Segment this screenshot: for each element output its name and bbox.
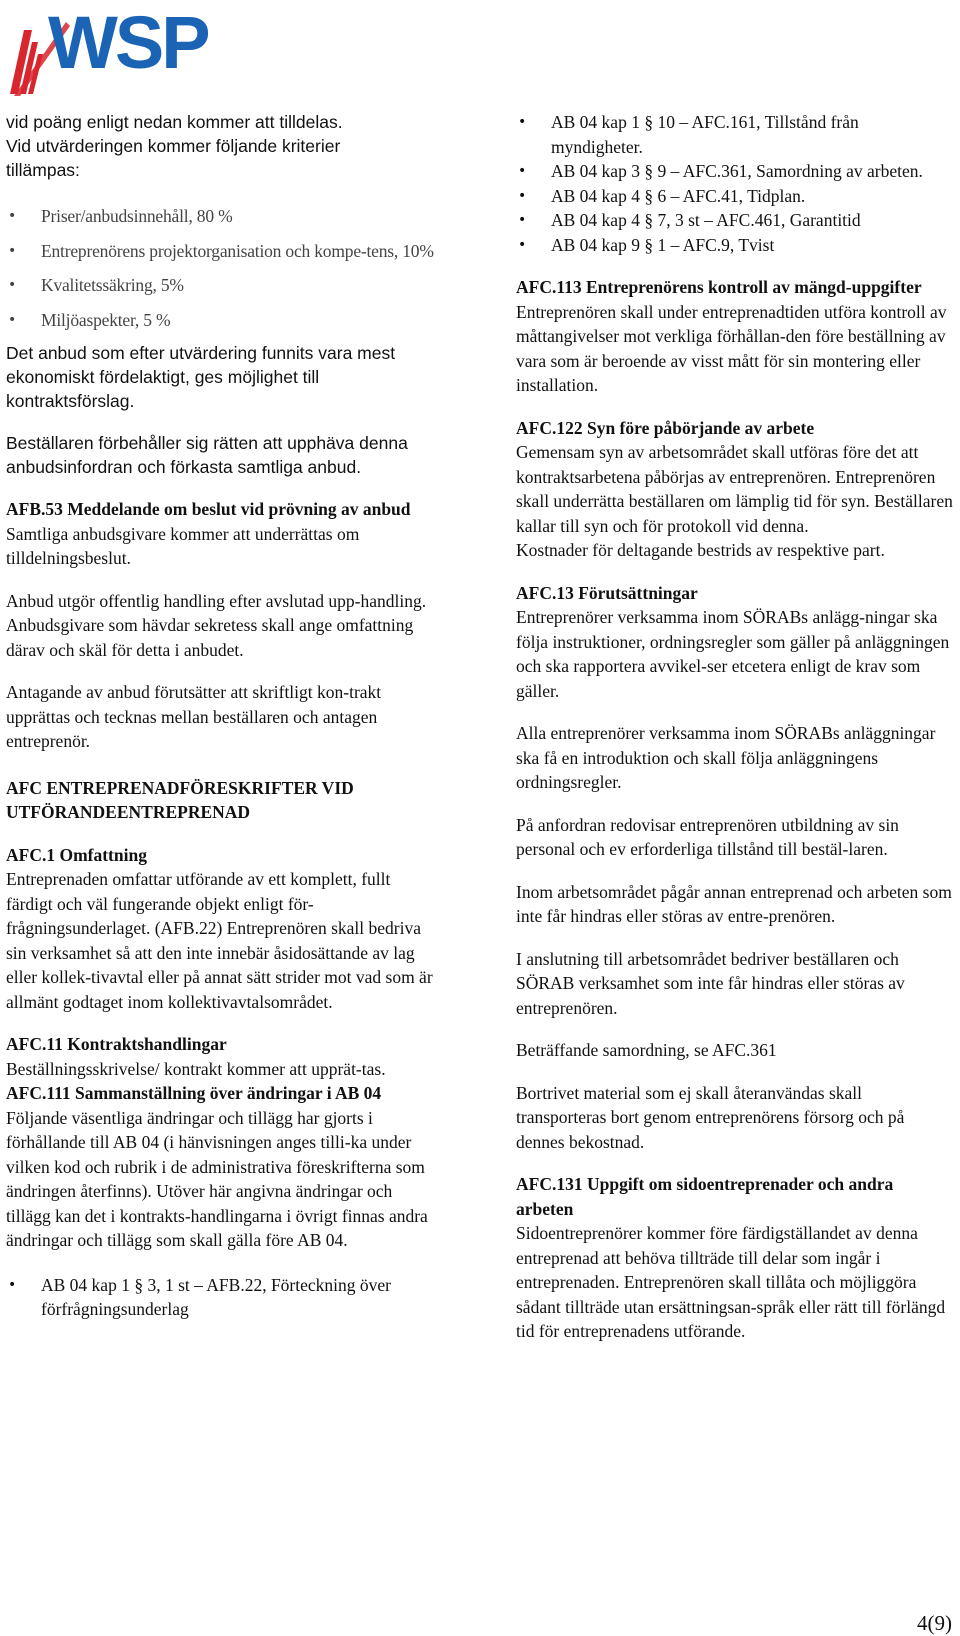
afc122-text: Gemensam syn av arbetsområdet skall utföras före det att kontraktsarbetena påbörjas av entreprenören. Entreprenören skall underrätta beställaren om lämplig tid för syn. Beställaren kallar till syn och för protokoll vid denna.: [516, 442, 953, 536]
reservation-paragraph: Beställaren förbehåller sig rätten att upphäva denna anbudsinfordran och förkasta samtliga anbud.: [6, 433, 408, 477]
intro-line: tillämpas:: [6, 160, 80, 180]
afc13-text: I anslutning till arbetsområdet bedriver beställaren och SÖRAB verksamhet som inte får hindras eller störas av entreprenören.: [516, 948, 905, 1018]
ab-changes-list: [6, 1273, 438, 1322]
list-item: • AB 04 kap 1 § 3, 1 st – AFB.22, Förteckning över förfrågningsunderlag: [6, 1273, 438, 1322]
afc1-heading: AFC.1 Omfattning: [6, 844, 147, 865]
afc122-heading: AFC.122 Syn före påbörjande av arbete: [516, 417, 815, 438]
acceptance-paragraph: Antagande av anbud förutsätter att skriftligt kon-trakt upprättas och tecknas mellan beställaren och antagen entreprenör.: [6, 682, 382, 751]
list-item: • Priser/anbudsinnehåll, 80 %: [6, 204, 438, 229]
list-item: • AB 04 kap 4 § 7, 3 st – AFC.461, Garantitid: [516, 208, 954, 233]
afc111-heading: AFC.111 Sammanställning över ändringar i AB 04: [6, 1083, 382, 1103]
list-item: • AB 04 kap 1 § 10 – AFC.161, Tillstånd från myndigheter.: [516, 110, 954, 159]
afc13-text: Entreprenörer verksamma inom SÖRABs anlägg-ningar ska följa instruktioner, ordningsregler som gäller på anläggningen och ska rapportera avvikel-ser etcetera enligt de krav som gäller.: [516, 607, 950, 701]
right-column: [516, 110, 954, 1344]
afc13-text: Inom arbetsområdet pågår annan entreprenad och arbeten som inte får hindras eller störas av entre-prenören.: [516, 881, 952, 926]
public-document-paragraph: Anbud utgör offentlig handling efter avslutad upp-handling. Anbudsgivare som hävdar sekretess skall ange omfattning därav och skäl för detta i anbudet.: [6, 590, 427, 660]
list-item: • Entreprenörens projektorganisation och kompe-tens, 10%: [6, 239, 438, 264]
list-item: • Kvalitetssäkring, 5%: [6, 273, 438, 298]
afc13-text: Bortrivet material som ej skall återanvändas skall transporteras bort genom entreprenörens försorg och på dennes bekostnad.: [516, 1082, 905, 1152]
list-item: • AB 04 kap 9 § 1 – AFC.9, Tvist: [516, 233, 954, 258]
afc-section-heading: AFC ENTREPRENADFÖRESKRIFTER VID UTFÖRANDEENTREPRENAD: [6, 777, 354, 822]
criteria-list: [6, 204, 438, 332]
ab-changes-list-continued: [516, 110, 954, 257]
afc113-text: Entreprenören skall under entreprenadtiden utföra kontroll av måttangivelser mot verkliga förhållan-den före beställning av vara som är beroende av visst mått för sin montering eller installation.: [516, 301, 947, 395]
afc131-heading: AFC.131 Uppgift om sidoentreprenader och andra arbeten: [516, 1174, 894, 1219]
intro-text: [6, 110, 438, 182]
afc11-heading: AFC.11 Kontraktshandlingar: [6, 1034, 227, 1054]
logo-text: WSP: [48, 2, 208, 84]
afc13-text: Alla entreprenörer verksamma inom SÖRABs anläggningar ska få en introduktion och skall följa anläggningens ordningsregler.: [516, 723, 936, 792]
evaluation-paragraph: Det anbud som efter utvärdering funnits vara mest ekonomiskt fördelaktigt, ges möjlighet till kontraktsförslag.: [6, 343, 396, 411]
afb53-text: Samtliga anbudsgivare kommer att underrättas om tilldelningsbeslut.: [6, 523, 360, 568]
list-item: • AB 04 kap 4 § 6 – AFC.41, Tidplan.: [516, 184, 954, 209]
intro-line: Vid utvärderingen kommer följande kriterier: [6, 136, 341, 156]
list-item: • Miljöaspekter, 5 %: [6, 308, 438, 333]
afc13-text: På anfordran redovisar entreprenören utbildning av sin personal och ev erforderliga tillstånd till bestäl-laren.: [516, 814, 899, 859]
afc1-text: Entreprenaden omfattar utförande av ett komplett, fullt färdigt och väl fungerande objekt enligt för-frågningsunderlaget. (AFB.22) Entreprenören skall bedriva sin verksamhet så att den inte innebär åsidosättande av lag eller kollek-tivavtal eller på annat sätt strider mot vad som är allmänt godtaget inom kollektivavtalsområdet.: [6, 869, 433, 1012]
afc11-text: Beställningsskrivelse/ kontrakt kommer att upprät-tas.: [6, 1058, 386, 1079]
afc111-text: Följande väsentliga ändringar och tillägg har gjorts i förhållande till AB 04 (i hänvisningen anges tilli-ka under vilken kod och rubrik i de administrativa föreskrifterna som ändringen återfinns). Utöver här angivna ändringar och tillägg kan det i kontrakts-handlingarna i övrigt finnas andra ändringar och tillägg som skall gälla före AB 04.: [6, 1107, 428, 1250]
list-item: • AB 04 kap 3 § 9 – AFC.361, Samordning av arbeten.: [516, 159, 954, 184]
afc13-text: Beträffande samordning, se AFC.361: [516, 1040, 777, 1060]
afc131-text: Sidoentreprenörer kommer före färdigställandet av denna entreprenad att behöva tillträde till delar som ingår i entreprenaden. Entreprenören skall tillåta och möjliggöra sådant tillträde utan ersättningsan-språk eller rätt till förlängd tid för entreprenadens utförande.: [516, 1223, 946, 1341]
afb53-heading: AFB.53 Meddelande om beslut vid prövning av anbud: [6, 499, 411, 519]
wsp-logo: [6, 2, 226, 98]
intro-line: vid poäng enligt nedan kommer att tilldelas.: [6, 112, 343, 132]
afc122-cost-text: Kostnader för deltagande bestrids av respektive part.: [516, 540, 885, 560]
afc13-heading: AFC.13 Förutsättningar: [516, 582, 698, 603]
left-column: [6, 110, 438, 1322]
afc113-heading: AFC.113 Entreprenörens kontroll av mängd-uppgifter: [516, 277, 922, 297]
page-number: 4(9): [917, 1611, 952, 1635]
